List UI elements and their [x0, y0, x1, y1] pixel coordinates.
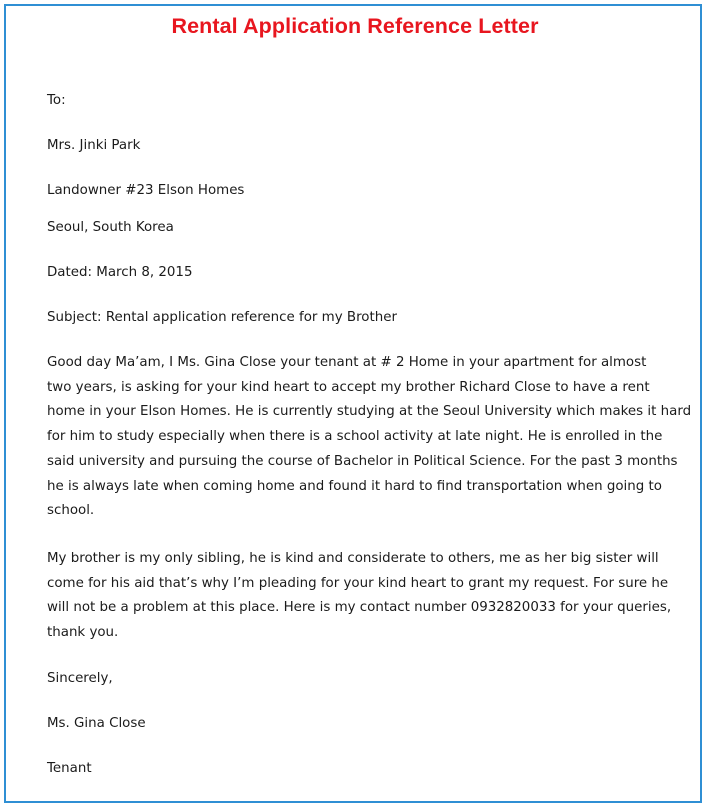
to-label: To:	[47, 93, 66, 108]
recipient-title: Landowner #23 Elson Homes	[47, 183, 245, 198]
closing: Sincerely,	[47, 670, 113, 686]
paragraph-line: thank you.	[47, 625, 119, 641]
letter-subject: Subject: Rental application reference for my Brother	[47, 310, 397, 325]
letter-date: Dated: March 8, 2015	[47, 265, 193, 280]
letter-body	[47, 90, 692, 780]
paragraph-2	[47, 547, 677, 646]
paragraph-line: school.	[47, 503, 95, 519]
recipient-name: Mrs. Jinki Park	[47, 138, 141, 153]
paragraph-line: My brother is my only sibling, he is kind and considerate to others, me as her big sister will	[47, 550, 659, 566]
paragraph-line: home in your Elson Homes. He is currently studying at the Seoul University which makes it hard	[47, 404, 692, 420]
paragraph-line: come for his aid that’s why I’m pleading for your kind heart to grant my request. For sure he	[47, 575, 669, 591]
paragraph-line: two years, is asking for your kind heart to accept my brother Richard Close to have a rent	[47, 379, 650, 395]
recipient-location: Seoul, South Korea	[47, 220, 174, 235]
page-title: Rental Application Reference Letter	[171, 14, 539, 38]
paragraph-line: said university and pursuing the course of Bachelor in Political Science. For the past 3 months	[47, 453, 678, 469]
paragraph-1	[47, 351, 692, 524]
signature-name: Ms. Gina Close	[47, 715, 146, 731]
paragraph-line: will not be a problem at this place. Here is my contact number 0932820033 for your queries,	[47, 600, 672, 616]
paragraph-line: for him to study especially when there is a school activity at late night. He is enrolled in the	[47, 429, 663, 445]
paragraph-line: Good day Ma’am, I Ms. Gina Close your tenant at # 2 Home in your apartment for almost	[47, 355, 647, 370]
paragraph-line: he is always late when coming home and found it hard to find transportation when going to	[47, 478, 662, 494]
signature-title: Tenant	[47, 760, 92, 776]
